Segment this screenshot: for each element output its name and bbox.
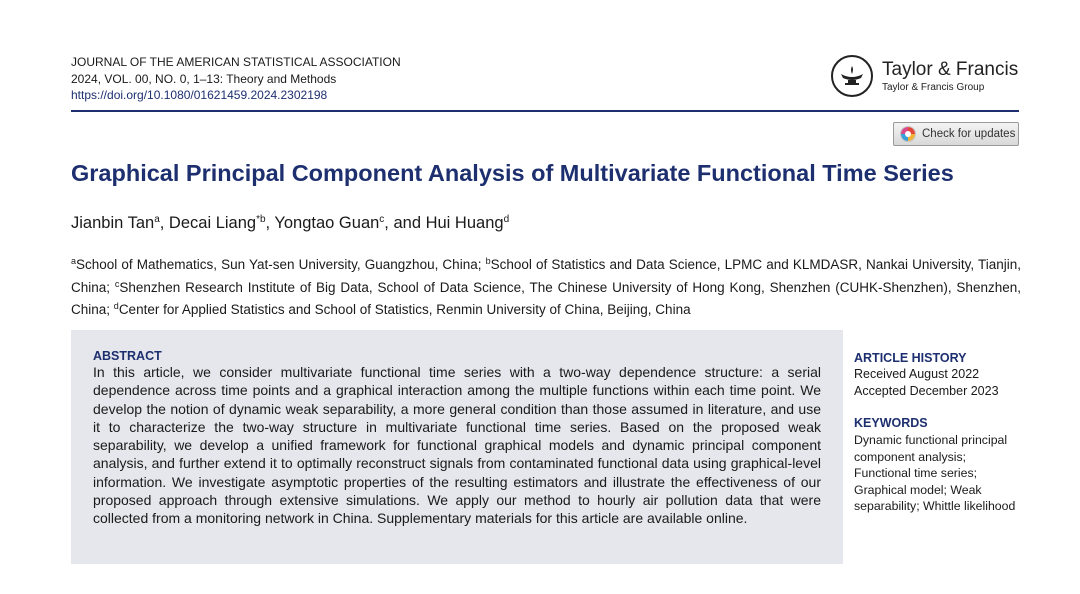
abstract-heading: ABSTRACT [93, 349, 162, 363]
affil-sup: d [113, 301, 119, 311]
journal-name: JOURNAL OF THE AMERICAN STATISTICAL ASSOCIATION [71, 55, 401, 69]
article-sidebar [854, 350, 1024, 515]
author-affil-sup: c [379, 214, 385, 225]
affiliation-text: Center for Applied Statistics and School of Statistics, Renmin University of China, Beijing, China [118, 302, 691, 317]
affil-sup: c [114, 278, 120, 289]
author-name[interactable]: Yongtao Guan [274, 214, 380, 232]
doi-link[interactable]: https://doi.org/10.1080/01621459.2024.2302198 [71, 88, 328, 102]
author-name[interactable]: Hui Huang [425, 214, 504, 232]
author-list: Jianbin Tan$^a$, Decai Liang$^{*b}$, Yongtao Guan$^c$, and Hui Huang$^d$ [71, 214, 510, 232]
affil-sup: a [71, 256, 77, 266]
author-name[interactable]: Decai Liang [168, 214, 257, 232]
check-updates-button[interactable] [893, 122, 1019, 146]
keywords-heading: KEYWORDS [854, 416, 928, 430]
accepted-date: Accepted December 2023 [854, 383, 999, 398]
author-affil-sup: d [503, 214, 510, 225]
article-title: Graphical Principal Component Analysis of Multivariate Functional Time Series [71, 160, 954, 186]
affiliation-text: School of Mathematics, Sun Yat-sen University, Guangzhou, China; [76, 257, 482, 272]
article-history-heading: ARTICLE HISTORY [854, 351, 967, 365]
publisher-group: Taylor & Francis Group [882, 81, 985, 93]
header-divider [71, 110, 1019, 112]
author-affil-sup: a [154, 214, 160, 225]
author-name[interactable]: Jianbin Tan [71, 214, 155, 232]
journal-volume: 2024, VOL. 00, NO. 0, 1–13: Theory and Methods [71, 71, 337, 86]
keywords-text: Dynamic functional principal component analysis; Functional time series; Graphical model; Weak separability; Whittle likelihood [854, 433, 1016, 513]
abstract-text: In this article, we consider multivariate functional time series with a two-way dependence structure: a serial dependence across time points and a graphical interaction among the multiple functions within each time point. We develop the notion of dynamic weak separability, a more general condition than those assumed in literature, and use it to characterize the two-way structure in multivariate functional time series. Based on the proposed weak separability, we develop a unified framework for functional graphical models and dynamic principal component analysis, and further extend it to optimally reconstruct signals from contaminated functional data using graphical-level information. We investigate asymptotic properties of the resulting estimators and illustrate the effectiveness of our proposed approach through extensive simulations. We apply our method to hourly air pollution data that were collected from a monitoring network in China. Supplementary materials for this article are available online. [93, 364, 821, 527]
affiliation-text: Shenzhen Research Institute of Big Data, School of Data Science, The Chinese University of Hong Kong, Shenzhen (CUHK-Shenzhen), Shenzhen, China; [71, 279, 1021, 317]
affiliations [71, 252, 1021, 320]
publisher-logo [831, 55, 1018, 97]
check-updates-label: Check for updates [922, 128, 1016, 140]
publisher-name: Taylor & Francis [882, 58, 1019, 80]
crossmark-icon [900, 126, 916, 142]
lamp-logo-icon [831, 55, 873, 97]
affiliation-text: School of Statistics and Data Science, LPMC and KLMDASR, Nankai University, Tianjin, China; [71, 257, 1021, 295]
abstract-box [71, 330, 843, 564]
journal-info [71, 54, 401, 104]
author-affil-sup: *b [256, 214, 266, 225]
affil-sup: b [485, 256, 491, 266]
received-date: Received August 2022 [854, 367, 980, 381]
